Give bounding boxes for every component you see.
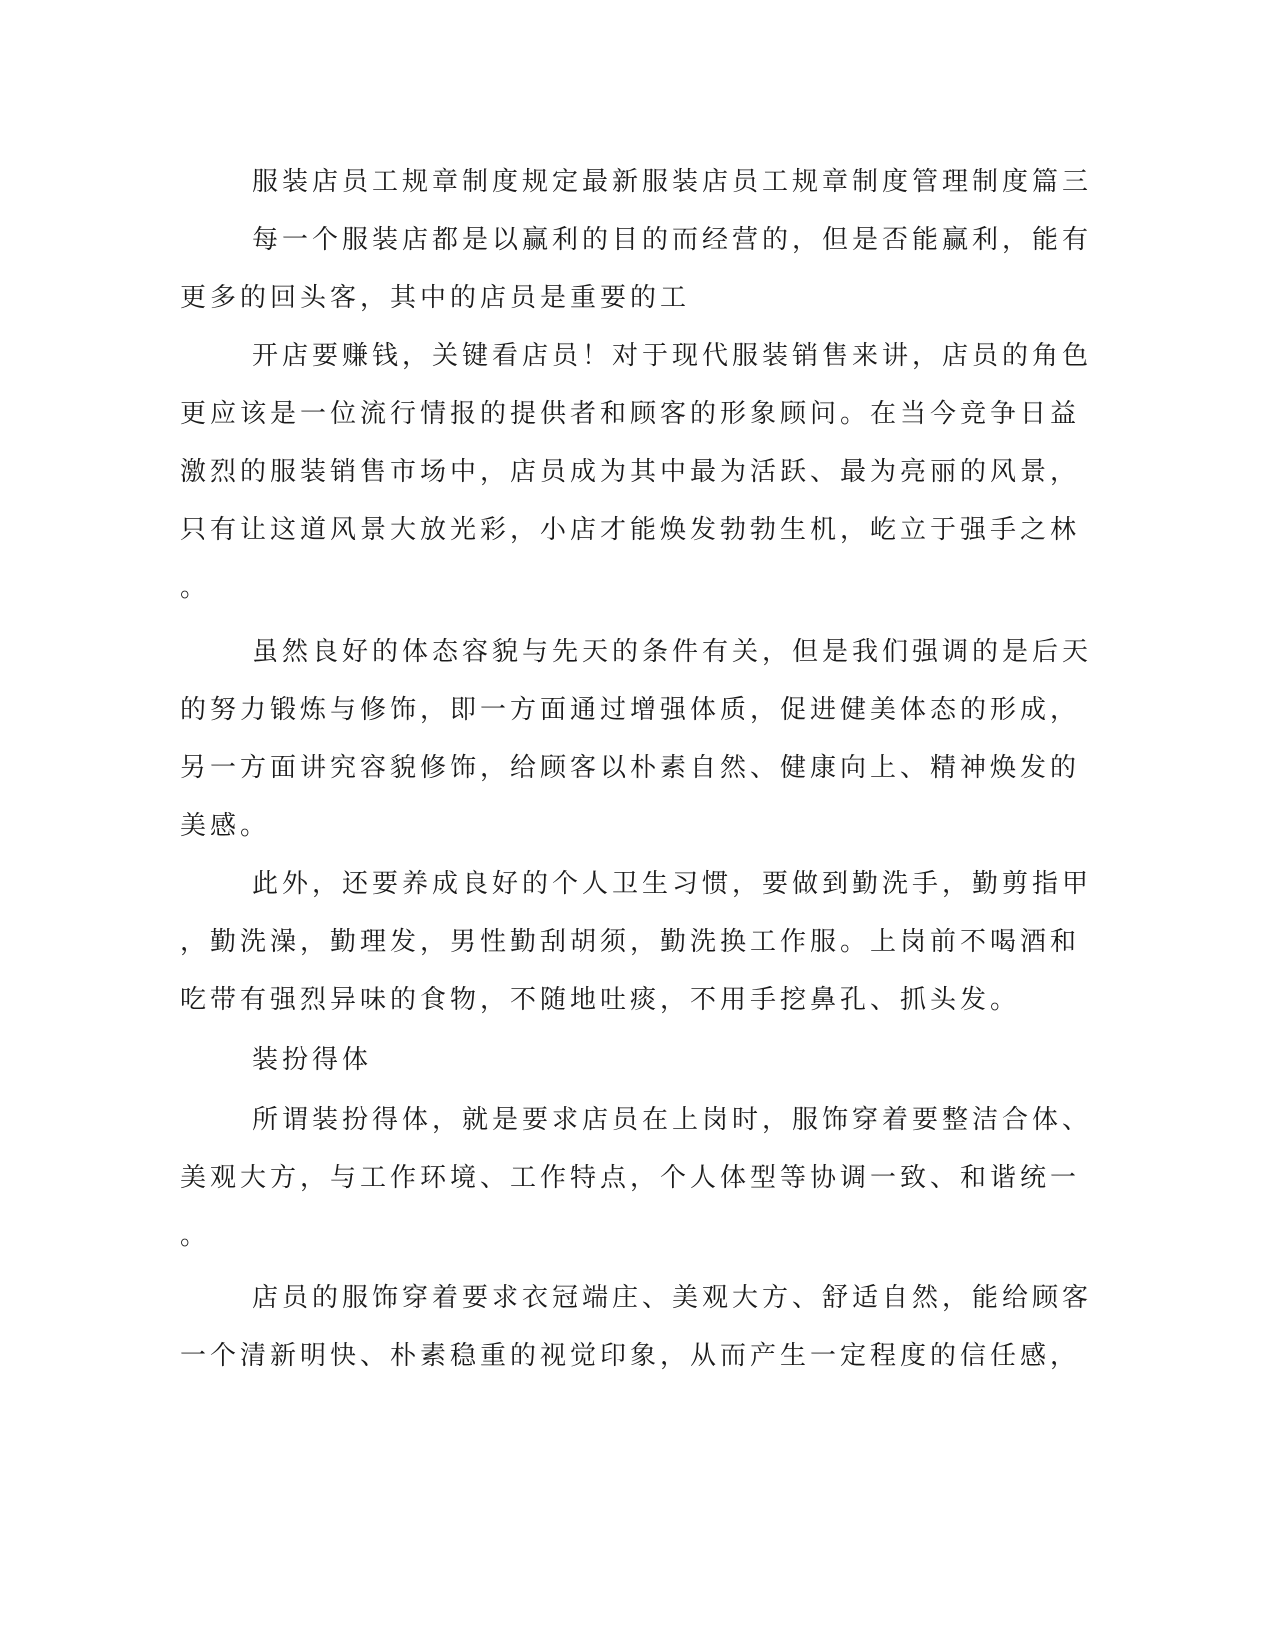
document-title: 服装店员工规章制度规定最新服装店员工规章制度管理制度篇三 — [252, 167, 1093, 197]
text-line: 开店要赚钱，关键看店员！对于现代服装销售来讲，店员的角色 — [252, 341, 1093, 371]
text-line: 另一方面讲究容貌修饰，给顾客以朴素自然、健康向上、精神焕发的 — [180, 753, 1081, 783]
text-line: 更应该是一位流行情报的提供者和顾客的形象顾问。在当今竞争日益 — [180, 399, 1081, 429]
text-line: ，勤洗澡，勤理发，男性勤刮胡须，勤洗换工作服。上岗前不喝酒和 — [180, 927, 1081, 957]
text-line: 店员的服饰穿着要求衣冠端庄、美观大方、舒适自然，能给顾客 — [252, 1283, 1093, 1313]
text-line: 美感。 — [180, 811, 271, 841]
text-line: 美观大方，与工作环境、工作特点，个人体型等协调一致、和谐统一 — [180, 1163, 1081, 1193]
text-line: 只有让这道风景大放光彩，小店才能焕发勃勃生机，屹立于强手之林 — [180, 515, 1081, 545]
text-line: 每一个服装店都是以赢利的目的而经营的，但是否能赢利，能有 — [252, 225, 1093, 255]
text-line: 吃带有强烈异味的食物，不随地吐痰，不用手挖鼻孔、抓头发。 — [180, 985, 1021, 1015]
text-line: 一个清新明快、朴素稳重的视觉印象，从而产生一定程度的信任感， — [180, 1341, 1081, 1371]
text-line: 更多的回头客，其中的店员是重要的工 — [180, 283, 691, 313]
text-line: 的努力锻炼与修饰，即一方面通过增强体质，促进健美体态的形成， — [180, 695, 1081, 725]
text-line: 所谓装扮得体，就是要求店员在上岗时，服饰穿着要整洁合体、 — [252, 1105, 1093, 1135]
section-heading: 装扮得体 — [252, 1045, 373, 1075]
text-line: 。 — [180, 573, 211, 603]
text-line: 激烈的服装销售市场中，店员成为其中最为活跃、最为亮丽的风景， — [180, 457, 1081, 487]
text-line: 此外，还要养成良好的个人卫生习惯，要做到勤洗手，勤剪指甲 — [252, 869, 1093, 899]
text-line: 。 — [180, 1221, 211, 1251]
text-line: 虽然良好的体态容貌与先天的条件有关，但是我们强调的是后天 — [252, 637, 1093, 667]
